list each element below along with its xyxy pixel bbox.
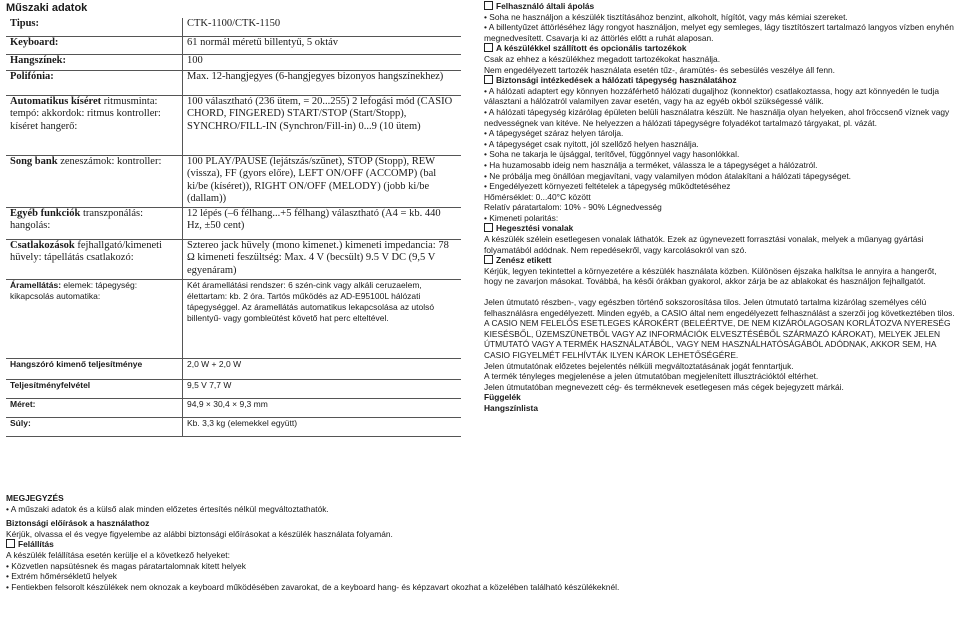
adapter-heading: Biztonsági intézkedések a hálózati tápegység használatához bbox=[484, 75, 956, 86]
spec-key-rest: fejhallgató/kimeneti hüvely: tápellátás csatlakozó: bbox=[10, 239, 162, 263]
list-item: • Közvetlen napsütésnek és magas páratartalomnak kitett helyek bbox=[6, 561, 646, 572]
list-item: • A műszaki adatok és a külső alak minden előzetes értesítés nélkül megváltoztathatók. bbox=[6, 504, 646, 515]
spec-key bbox=[6, 398, 183, 417]
list-item: • Ne próbálja meg önállóan megjavítani, vagy valamilyen módon átalakítani a hálózati tápegységet. bbox=[484, 171, 956, 182]
spec-value: CTK-1100/CTK-1150 bbox=[183, 18, 462, 36]
spec-value: Kb. 3,3 kg (elemekkel együtt) bbox=[183, 417, 462, 436]
tone-list-heading: Hangszínlista bbox=[484, 402, 538, 413]
spec-value: 100 bbox=[183, 54, 462, 70]
table-row bbox=[6, 207, 461, 239]
paragraph: Jelen útmutatónak előzetes bejelentés nélküli megváltoztatásának jogát fenntartjuk. bbox=[484, 360, 794, 371]
spec-key-text: Hangszínek: bbox=[10, 54, 67, 66]
spec-value: 2,0 W + 2,0 W bbox=[183, 358, 462, 379]
spec-key-text: Hangszóró kimenő teljesítménye bbox=[10, 358, 143, 369]
adapter-list bbox=[484, 86, 956, 192]
list-item: • A hálózati tápegység kizárólag épületen belüli használatra készült. Ne használja olyan helyeken, ahol fröccsenő víznek vagy nedvességnek van kitéve. Ne helyezzen a hálózati tápegységre folyadékot tartalmazó tárgyakat, pl. vázát. bbox=[484, 107, 956, 128]
list-item: • Engedélyezett környezeti feltételek a tápegység működtetéséhez bbox=[484, 181, 956, 192]
spec-key-text: Keyboard: bbox=[10, 36, 59, 48]
list-item: • A hálózati adaptert egy könnyen hozzáférhető hálózati dugaljhoz (konnektor) csatlakoztassa, hogy azt könnyedén le tudja választani a hálózatról valamilyen zavar esetén, vagy ha az egyéb okból szükségessé válik. bbox=[484, 86, 956, 107]
table-row bbox=[6, 36, 461, 54]
checkbox-icon bbox=[6, 539, 15, 548]
spec-key-rest: ritmusminta: tempó: akkordok: ritmus kontroller: kíséret hangerő: bbox=[10, 95, 161, 132]
spec-key-bold: Egyéb funkciók bbox=[10, 207, 81, 219]
placement-list bbox=[6, 561, 646, 593]
spec-value: Sztereo jack hüvely (mono kimenet.) kimeneti impedancia: 78 Ω kimeneti feszültség: Max. 4 V (becsült) 9.5 V DC (9,5 V egyenáram) bbox=[183, 239, 462, 279]
spec-key bbox=[6, 18, 183, 36]
list-item: • A tápegységet csak nyitott, jól szellőző helyen használja. bbox=[484, 139, 956, 150]
note-heading: MEGJEGYZÉS bbox=[6, 493, 64, 503]
spec-key bbox=[6, 358, 183, 379]
list-item: • A tápegységet száraz helyen tárolja. bbox=[484, 128, 956, 139]
spec-key-text: Súly: bbox=[10, 417, 31, 428]
spec-key bbox=[6, 155, 183, 207]
paragraph: Csak az ehhez a készülékhez megadott tartozékokat használja. bbox=[484, 53, 721, 64]
weld-lines-heading: Hegesztési vonalak bbox=[484, 223, 956, 234]
spec-key bbox=[6, 95, 183, 155]
spec-value: 100 PLAY/PAUSE (lejátszás/szünet), STOP (Stopp), REW (vissza), FF (gyors előre), LEFT ON/OFF (ACCOMP) (bal ki/be (kíséret)), RIGHT ON/OFF (MELODY) (jobb ki/be (dallam)) bbox=[183, 155, 462, 207]
spec-value: Max. 12-hangjegyes (6-hangjegyes bizonyos hangszínekhez) bbox=[183, 70, 462, 95]
list-item: • A billentyűzet áttörléséhez lágy rongyot használjon, melyet egy semleges, lágy tisztítószert tartalmazó langyos vízben enyhén megnedvesített. Csavarja ki az áttörlés előtt a ruhát alaposan. bbox=[484, 22, 956, 43]
table-row bbox=[6, 379, 461, 398]
spec-value: 12 lépés (–6 félhang...+5 félhang) választható (A4 = kb. 440 Hz, ±50 cent) bbox=[183, 207, 462, 239]
spec-key-bold: Áramellátás: bbox=[10, 279, 62, 290]
paragraph: A készülék felállítása esetén kerülje el a következő helyeket: bbox=[6, 549, 230, 560]
spec-key-bold: Song bank bbox=[10, 155, 58, 167]
table-row bbox=[6, 155, 461, 207]
paragraph: Kérjük, olvassa el és vegye figyelembe az alábbi biztonsági előírásokat a készülék használata folyamán. bbox=[6, 528, 393, 539]
spec-value: 94,9 × 30,4 × 9,3 mm bbox=[183, 398, 462, 417]
spec-key-rest: transzponálás: hangolás: bbox=[10, 207, 143, 231]
right-column bbox=[484, 1, 956, 414]
paragraph: A termék tényleges megjelenése a jelen útmutatóban megjelenített illusztrációktól eltérhet. bbox=[484, 371, 819, 382]
table-row bbox=[6, 358, 461, 379]
bottom-section bbox=[6, 493, 646, 592]
list-item: • Fentiekben felsorolt készülékek nem oknozak a keyboard működésében zavarokat, de a keyboard hang- és képzavart okozhat a közelében található készülékeknél. bbox=[6, 582, 646, 593]
table-row bbox=[6, 95, 461, 155]
spec-key-text: Teljesítményfelvétel bbox=[10, 379, 91, 390]
spec-value: Két áramellátási rendszer: 6 szén-cink vagy alkáli ceruzaelem, élettartam: kb. 2 óra. Tartós működés az AD-E95100L hálózati tápegységgel. Az áramellátás automatikus lekapcsolása az utolsó billentyű- vagy gombleütést követő hat perc elteltével. bbox=[183, 279, 462, 358]
spec-key bbox=[6, 36, 183, 54]
etiquette-heading: Zenész etikett bbox=[484, 255, 956, 266]
spec-key bbox=[6, 70, 183, 95]
checkbox-icon bbox=[484, 255, 493, 264]
table-row bbox=[6, 18, 461, 36]
table-row bbox=[6, 239, 461, 279]
spec-value: 100 választható (236 ütem, = 20...255) 2 lefogási mód (CASIO CHORD, FINGERED) START/STOP (Start/Stopp), SYNCHRO/FILL-IN (Synchron/Fill-in) 0...9 (10 ütem) bbox=[183, 95, 462, 155]
paragraph: Hőmérséklet: 0...40°C között bbox=[484, 191, 591, 202]
appendix-heading: Függelék bbox=[484, 392, 521, 403]
table-row bbox=[6, 70, 461, 95]
spec-key-bold: Automatikus kíséret bbox=[10, 95, 102, 107]
checkbox-icon bbox=[484, 43, 493, 52]
spec-value: 9,5 V 7,7 W bbox=[183, 379, 462, 398]
accessories-heading: A készülékkel szállított és opcionális tartozékok bbox=[484, 43, 956, 54]
table-row bbox=[6, 417, 461, 436]
checkbox-icon bbox=[484, 75, 493, 84]
spec-value: 61 normál méretű billentyű, 5 oktáv bbox=[183, 36, 462, 54]
table-row bbox=[6, 54, 461, 70]
paragraph: A készülék szélein esetlegesen vonalak láthatók. Ezek az úgynevezett forrasztási vonalak, melyek a műanyag gyártási folyamatából adódnak. Nem repedésekről, vagy karcolásokról van szó. bbox=[484, 234, 924, 255]
list-item: • Soha ne takarja le újsággal, terítővel, függönnyel vagy hasonlókkal. bbox=[484, 149, 956, 160]
paragraph: Jelen útmutató részben-, vagy egészben történő sokszorosítása tilos. Jelen útmutató tartalma kizárólag személyes célú felhasználásra engedélyezett. Minden egyéb, a CASIO által nem engedélyezett felhasználást a szerzői jog következtében tilos. bbox=[484, 297, 955, 318]
spec-key-text: Méret: bbox=[10, 398, 36, 409]
spec-key-bold: Csatlakozások bbox=[10, 239, 75, 251]
disclaimer: A CASIO NEM FELELŐS ESETLEGES KÁROKÉRT (BELEÉRTVE, DE NEM KIZÁRÓLAGOSAN KORLÁTOZVA NYERESÉG KIESÉSBŐL, ÜZEMSZÜNETBŐL VAGY AZ INFORMÁCIÓK ELVESZTÉSÉBŐL SZÁRMAZÓ KÁROKAT), MELYEK JELEN ÚTMUTATÓ VAGY A TERMÉK HASZNÁLATÁBÓL, VAGY NEM HASZNÁLHATÓSÁGÁBÓL ADÓDNAK, AKKOR SEM, HA CASIO FIGYELMÉT FELHÍVTÁK ILYEN KÁROK LEHETŐSÉGÉRE. bbox=[484, 318, 951, 360]
paragraph: Kérjük, legyen tekintettel a környezetére a készülék használata közben. Különösen éjszaka halkítsa le annyira a hangerőt, hogy ne zavarjon másokat. Továbbá, ha késői órákban gyakorol, akkor zárja be az ablakokat és használjon fejhallgatót. bbox=[484, 265, 937, 287]
spec-key-text: Polifónia: bbox=[10, 70, 54, 82]
spec-key-rest: elemek: tápegység: kikapcsolás automatika: bbox=[10, 279, 138, 301]
care-heading: Felhasználó általi ápolás bbox=[484, 1, 956, 12]
paragraph: Jelen útmutatóban megnevezett cég- és terméknevek esetlegesen más cégek bejegyzett márkái. bbox=[484, 381, 844, 392]
spec-key-text: Tipus: bbox=[10, 18, 39, 29]
safety-heading: Biztonsági előírások a használathoz bbox=[6, 518, 150, 529]
placement-heading: Felállítás bbox=[6, 539, 646, 550]
spec-key bbox=[6, 279, 183, 358]
list-item: • Kimeneti polaritás: bbox=[484, 213, 956, 224]
spec-key bbox=[6, 417, 183, 436]
checkbox-icon bbox=[484, 223, 493, 232]
paragraph: Nem engedélyezett tartozék használata esetén tűz-, áramütés- és sebesülés veszélye áll fenn. bbox=[484, 64, 836, 75]
spec-key bbox=[6, 379, 183, 398]
paragraph: Relatív páratartalom: 10% - 90% Légnedvesség bbox=[484, 202, 662, 213]
spec-table bbox=[6, 18, 461, 437]
table-row bbox=[6, 398, 461, 417]
spec-key bbox=[6, 54, 183, 70]
list-item: • Ha huzamosabb ideig nem használja a terméket, válassza le a tápegységet a hálózatról. bbox=[484, 160, 956, 171]
spec-key bbox=[6, 207, 183, 239]
spec-key-rest: zeneszámok: kontroller: bbox=[57, 155, 162, 167]
list-item: • Extrém hőmérsékletű helyek bbox=[6, 571, 646, 582]
list-item: • Soha ne használjon a készülék tisztításához benzint, alkoholt, hígítót, vagy más kémiai szereket. bbox=[484, 12, 956, 23]
spec-key bbox=[6, 239, 183, 279]
table-row bbox=[6, 279, 461, 358]
checkbox-icon bbox=[484, 1, 493, 10]
page-title: Műszaki adatok bbox=[6, 2, 88, 14]
